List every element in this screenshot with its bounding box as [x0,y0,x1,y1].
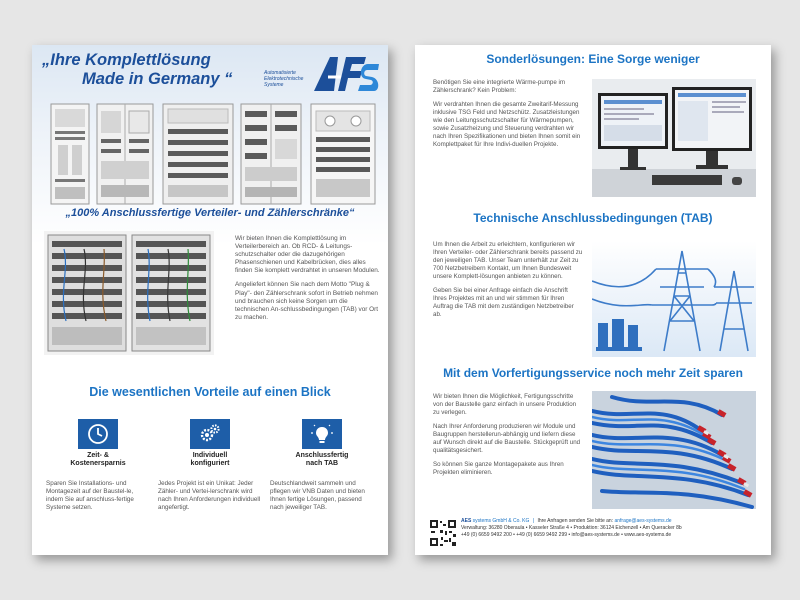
section-heading-special-solutions: Sonderlösungen: Eine Sorge weniger [486,52,700,66]
flyer-page-back [415,45,771,555]
benefit-individual [154,419,266,512]
slogan [42,51,232,89]
benefit-title: Zeit- & Kostenersparnis [70,452,126,468]
footer-contact [429,518,765,550]
flyer-page-front [32,45,388,555]
benefit-tab-ready [266,419,378,512]
gears-icon [190,419,230,449]
footer-line-address: Verwaltung: 36280 Oberaula • Kasseler Straße 4 • Produktion: 36124 Eichenzell • Am Queracker 8b [461,524,682,531]
lightbulb-icon [302,419,342,449]
footer-email-link[interactable]: anfrage@aes-systems.de [614,518,672,524]
footer-line-contact: +49 (0) 6659 9492 200 • +49 (0) 6659 9492 299 • info@aes-systems.de • www.aes-systems.de [461,531,672,538]
benefit-title: Anschlussfertig nach TAB [295,452,349,468]
section-heading-tab: Technische Anschlussbedingungen (TAB) [473,211,713,225]
benefit-title: Individuell konfiguriert [190,452,230,468]
tagline: „100% Anschlussfertige Verteiler- und Zählerschränke“ [65,207,355,219]
blue-cables-photo [592,391,756,509]
computer-monitors-photo [592,79,756,197]
slogan-line-2: Made in Germany “ [82,70,233,88]
footer-text [461,518,765,538]
section-heading-prefab: Mit dem Vorfertigungsservice noch mehr Zeit sparen [443,366,743,380]
benefit-text: Jedes Projekt ist ein Unikat: Jeder Zähler- und Vertei-lerschrank wird nach Ihren Anforderungen individuell angefertigt. [158,480,261,511]
aes-logo [308,51,380,95]
qr-code-icon [429,519,457,547]
wired-cabinet-photo [44,231,214,355]
benefit-time-savings [42,419,154,512]
prefab-text: Wir bieten Ihnen die Möglichkeit, Fertigungsschritte von der Baustelle ganz einfach in unsere Produktion zu verlegen. Nach Ihrer Anforderung produzieren wir Module und Baugruppen herstellerun-abhängig und liefern diese auf Wunsch direkt auf die Baustelle. Stückgeprüft und qualitätsgesichert. So können Sie ganze Montagepakete aus Ihren Projekten eliminieren. [433,393,581,476]
benefits-heading: Die wesentlichen Vorteile auf einen Blick [89,385,331,399]
benefit-text: Deutschlandweit sammeln und pflegen wir VNB Daten und bieten Ihnen fertige Lösungen, passend nach jeweiliger TAB. [270,480,365,511]
slogan-line-1: „Ihre Komplettlösung [42,51,211,69]
intro-paragraph-1: Wir bieten Ihnen die Komplettlösung im Verteilerbereich an. Ob RCD- & Leitungs-schutzschalter oder die dazugehörigen Phasenschienen und Kabelbrücken, dies alles finden Sie komplett verdrahtet in unseren Modulen. [235,235,380,275]
intro-paragraph-2: Angeliefert können Sie nach dem Motto "Plug & Play"- den Zählerschrank sofort in Betrieb nehmen und brauchen sich keine Sorgen um die technischen An-schlussbedingungen (TAB) vor Ort zu machen. [235,281,379,321]
logo-subtitle: Automatisierte Elektrotechnische Systeme [264,70,304,88]
special-solutions-text: Benötigen Sie eine integrierte Wärme-pumpe im Zählerschrank? Kein Problem: Wir verdrahten Ihnen die gesamte Zweitarif-Messung inklusive TSG Feld und Netzschütz. Zusatzleistungen wie den Leitungsschutzschalter für Wärmepumpen, sowie Zusatzheizung und Steuerung verdrahten wir nach Ihren Spezifikationen und bieten Ihnen somit ein Komplettpaket für Ihre Indivi-duellen Projekte. [433,79,581,148]
benefit-text: Sparen Sie Installations- und Montagezeit auf der Baustel-le, indem Sie auf anschluss-fertige Systeme setzen. [46,480,134,511]
footer-line-company: AES systems GmbH & Co. KG | Ihre Anfragen senden Sie bitte an: anfrage@aes-systems.de [461,518,672,524]
intro-text [235,235,380,328]
tab-text: Um Ihnen die Arbeit zu erleichtern, konfigurieren wir Ihren Verteiler- oder Zählerschrank bereits passend zu den jeweiligen TAB. Unser Team unterhält zur Zeit zu 700 Netzbetreibern Kontakt, um Ihnen Bundesweit unsere Komplett-lösungen anbieten zu können. Geben Sie bei einer Anfrage einfach die Anschrift Ihres Projektes mit an und wir stimmen für Ihren Auftrag die TAB mit dem zuständigen Netzbetreiber ab. [433,241,583,318]
clock-icon [78,419,118,449]
power-pylon-illustration [592,241,756,357]
